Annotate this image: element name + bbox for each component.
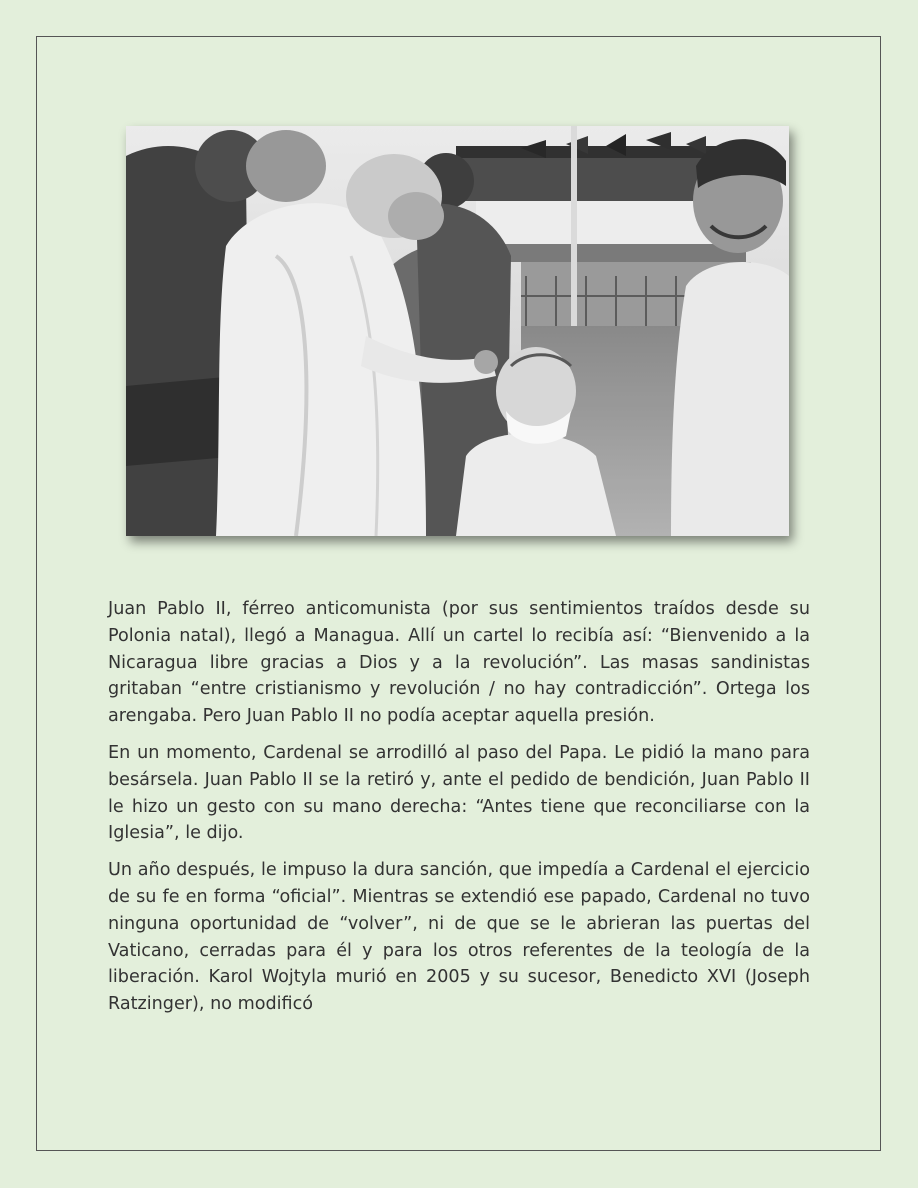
- photo-pope-and-cardenal: [126, 126, 789, 536]
- article-body: [108, 596, 810, 1028]
- paragraph-1: Juan Pablo II, férreo anticomunista (por sus sentimientos traídos desde su Polonia natal), llegó a Managua. Allí un cartel lo recibía así: “Bienvenido a la Nicaragua libre gracias a Dios y a la revolución”. Las masas sandinistas gritaban “entre cristianismo y revolución / no hay contradicción”. Ortega los arengaba. Pero Juan Pablo II no podía aceptar aquella presión.: [108, 599, 810, 727]
- photo-icon: [126, 126, 789, 536]
- paragraph-3: Un año después, le impuso la dura sanción, que impedía a Cardenal el ejercicio de su fe en forma “oficial”. Mientras se extendió ese papado, Cardenal no tuvo ninguna oportunidad de “volver”, ni de que se le abrieran las puertas del Vaticano, cerradas para él y para los otros referentes de la teología de la liberación. Karol Wojtyla murió en 2005 y su sucesor, Benedicto XVI (Joseph Ratzinger), no modificó: [108, 860, 810, 1015]
- paragraph-2: En un momento, Cardenal se arrodilló al paso del Papa. Le pidió la mano para besársela. Juan Pablo II se la retiró y, ante el pedido de bendición, Juan Pablo II le hizo un gesto con su mano derecha: “Antes tiene que reconciliarse con la Iglesia”, le dijo.: [108, 742, 810, 844]
